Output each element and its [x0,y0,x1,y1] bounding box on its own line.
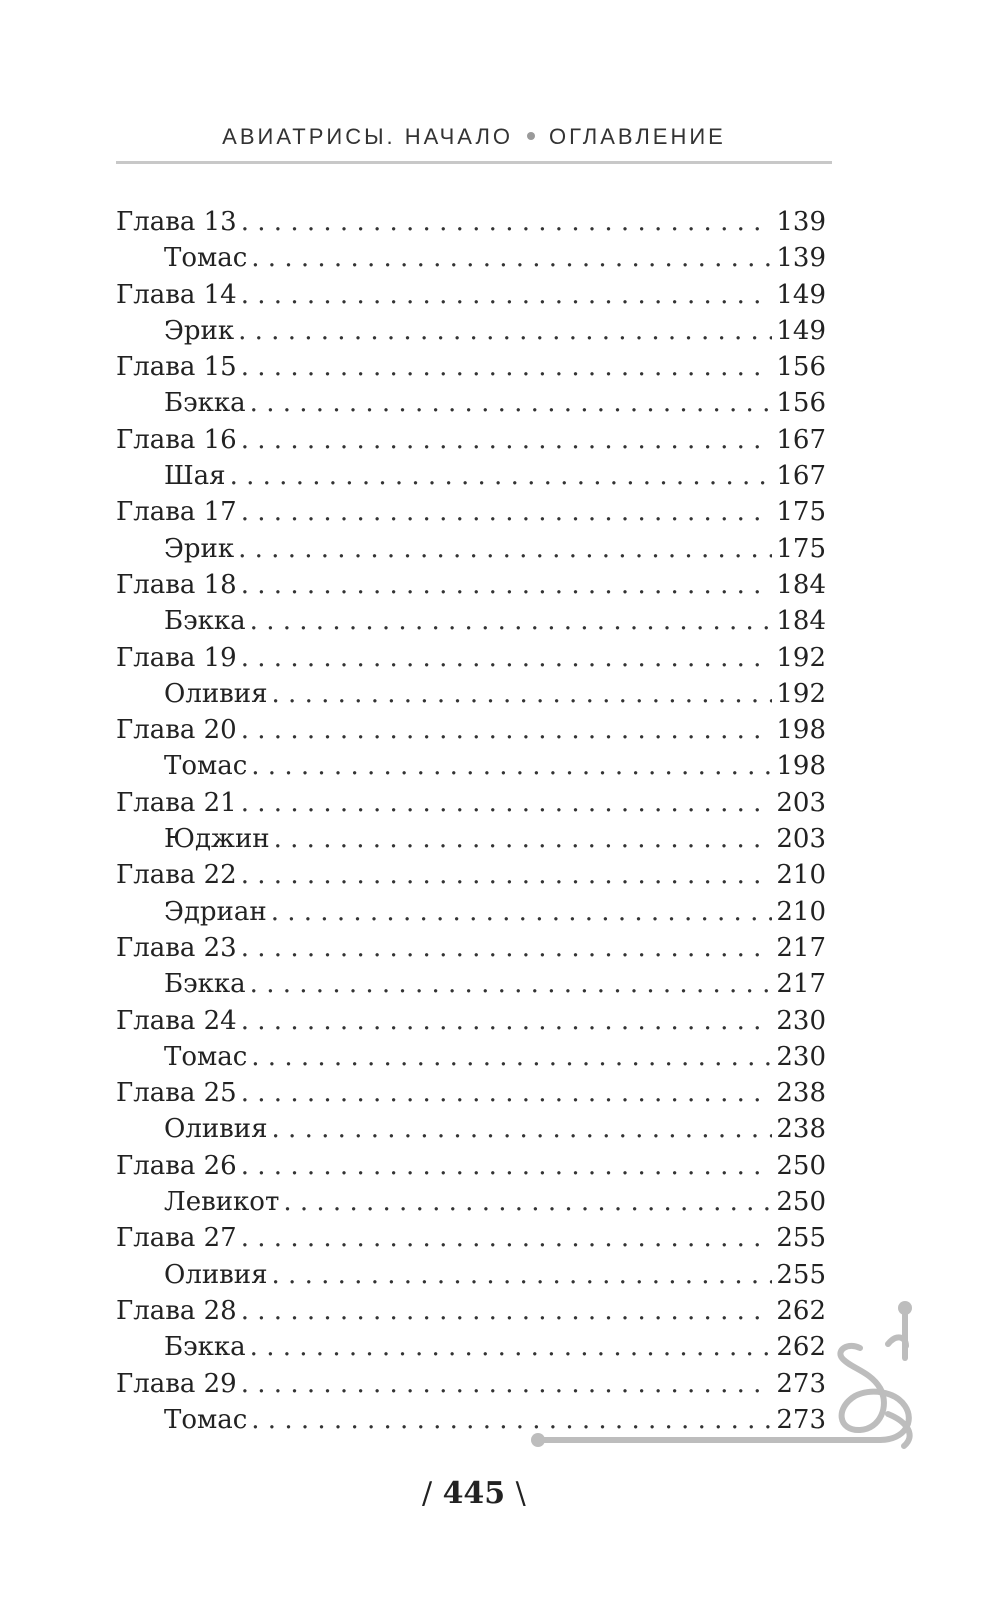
toc-entry-page: 156 [776,388,826,419]
toc-entry-label: Глава 16 [116,424,237,455]
dot-leader [238,313,772,349]
toc-entry-page: 230 [776,1041,826,1072]
toc-chapter [116,277,826,313]
toc-entry-label: Глава 13 [116,207,237,237]
dot-leader [241,494,773,530]
toc-subentry [116,531,826,567]
toc-entry-label: Глава 25 [116,1078,237,1109]
toc-entry-page: 175 [776,533,826,564]
toc-subentry [116,894,826,930]
dot-leader [241,1003,773,1039]
toc-entry-label: Эрик [164,315,235,346]
toc-subentry [116,748,826,784]
toc-entry-label: Глава 20 [116,715,237,746]
dot-leader [283,1184,772,1220]
left-slash: / [422,1476,433,1511]
dot-leader [250,966,773,1002]
toc-chapter [116,1003,826,1039]
dot-leader [230,458,773,494]
toc-entry-page: 262 [776,1332,826,1363]
dot-leader [241,857,773,893]
dot-leader [251,748,772,784]
toc-entry-label: Глава 28 [116,1295,237,1326]
toc-chapter [116,567,826,603]
toc-entry-label: Глава 29 [116,1368,237,1399]
toc-entry-page: 139 [776,243,826,274]
dot-leader [241,785,773,821]
toc-entry-page: 192 [776,642,826,673]
dot-leader [241,567,773,603]
toc-subentry [116,603,826,639]
toc-entry-label: Глава 26 [116,1150,237,1181]
dot-leader [241,1220,773,1256]
toc-entry-page: 217 [776,932,826,963]
toc-entry-page: 175 [776,497,826,528]
bullet-separator-icon [527,132,535,140]
toc-entry-label: Томас [164,243,248,274]
toc-entry-page: 198 [776,715,826,746]
dot-leader [241,930,773,966]
toc-chapter [116,1148,826,1184]
toc-chapter [116,349,826,385]
toc-entry-label: Глава 21 [116,787,237,818]
toc-chapter [116,422,826,458]
toc-entry-page: 250 [776,1150,826,1181]
right-slash: \ [515,1476,526,1511]
toc-entry-page: 156 [776,352,826,383]
toc-entry-page: 238 [776,1078,826,1109]
page-number [422,1476,526,1511]
toc-entry-page: 167 [776,424,826,455]
toc-entry-page: 210 [776,860,826,891]
toc-entry-label: Бэкка [164,1332,246,1363]
toc-subentry [116,1257,826,1293]
dot-leader [250,603,773,639]
toc-entry-page: 167 [776,461,826,492]
toc-chapter [116,857,826,893]
dot-leader [272,1111,773,1147]
dot-leader [271,894,773,930]
toc-entry-label: Эдриан [164,896,267,927]
running-head [116,124,832,150]
dot-leader [272,1257,773,1293]
toc-entry-label: Эрик [164,533,235,564]
toc-subentry [116,821,826,857]
toc-subentry [116,1111,826,1147]
toc-entry-label: Левикот [164,1187,280,1218]
toc-entry-page: 184 [776,569,826,600]
dot-leader [272,676,773,712]
toc-entry-page: 192 [776,678,826,709]
toc-entry-label: Оливия [164,1259,268,1290]
toc-entry-label: Томас [164,751,248,782]
book-title: АВИАТРИСЫ. НАЧАЛО [222,124,513,149]
toc-entry-page: 255 [776,1223,826,1254]
dot-leader [251,1039,772,1075]
dot-leader [251,240,772,276]
toc-entry-label: Томас [164,1041,248,1072]
table-of-contents [116,204,826,1438]
toc-entry-page: 184 [776,606,826,637]
toc-chapter [116,1220,826,1256]
dot-leader [241,277,773,313]
toc-entry-page: 273 [776,1368,826,1399]
dot-leader [241,712,773,748]
toc-subentry [116,1184,826,1220]
toc-entry-label: Глава 15 [116,352,237,383]
toc-subentry [116,240,826,276]
toc-entry-label: Оливия [164,678,268,709]
dot-leader [241,204,773,240]
dot-leader [241,1148,773,1184]
toc-entry-label: Бэкка [164,606,246,637]
dot-leader [274,821,773,857]
toc-entry-page: 203 [776,824,826,855]
toc-subentry [116,313,826,349]
toc-entry-label: Глава 23 [116,932,237,963]
page-footer [0,1476,1000,1536]
toc-entry-page: 149 [776,315,826,346]
dot-leader [241,640,773,676]
toc-chapter [116,494,826,530]
toc-chapter [116,785,826,821]
toc-entry-page: 273 [776,1404,826,1435]
toc-chapter [116,640,826,676]
toc-entry-page: 198 [776,751,826,782]
dot-leader [241,349,773,385]
toc-subentry [116,1039,826,1075]
toc-entry-page: 255 [776,1259,826,1290]
toc-entry-page: 149 [776,279,826,310]
toc-entry-page: 250 [776,1187,826,1218]
toc-entry-label: Оливия [164,1114,268,1145]
toc-subentry [116,676,826,712]
toc-entry-label: Глава 24 [116,1005,237,1036]
page-number-value: 445 [442,1476,506,1511]
toc-subentry [116,966,826,1002]
dot-leader [238,531,772,567]
section-title: ОГЛАВЛЕНИЕ [549,124,726,149]
toc-entry-label: Бэкка [164,969,246,1000]
toc-entry-label: Глава 18 [116,569,237,600]
toc-entry-page: 262 [776,1295,826,1326]
toc-subentry [116,385,826,421]
toc-entry-page: 230 [776,1005,826,1036]
toc-entry-label: Глава 22 [116,860,237,891]
dot-leader [250,385,773,421]
dot-leader [241,1075,773,1111]
toc-entry-page: 139 [776,207,826,237]
toc-subentry [116,458,826,494]
toc-entry-label: Юджин [164,824,270,855]
toc-entry-label: Шая [164,461,226,492]
toc-entry-page: 238 [776,1114,826,1145]
toc-entry-page: 203 [776,787,826,818]
header-rule [116,161,832,164]
toc-entry-page: 217 [776,969,826,1000]
dot-leader [241,422,773,458]
toc-entry-label: Томас [164,1404,248,1435]
toc-chapter [116,1075,826,1111]
toc-entry-label: Глава 14 [116,279,237,310]
toc-entry-label: Глава 19 [116,642,237,673]
toc-entry-page: 210 [776,896,826,927]
toc-entry-label: Бэкка [164,388,246,419]
toc-chapter [116,204,826,240]
toc-entry-label: Глава 17 [116,497,237,528]
toc-chapter [116,930,826,966]
toc-chapter [116,712,826,748]
toc-entry-label: Глава 27 [116,1223,237,1254]
